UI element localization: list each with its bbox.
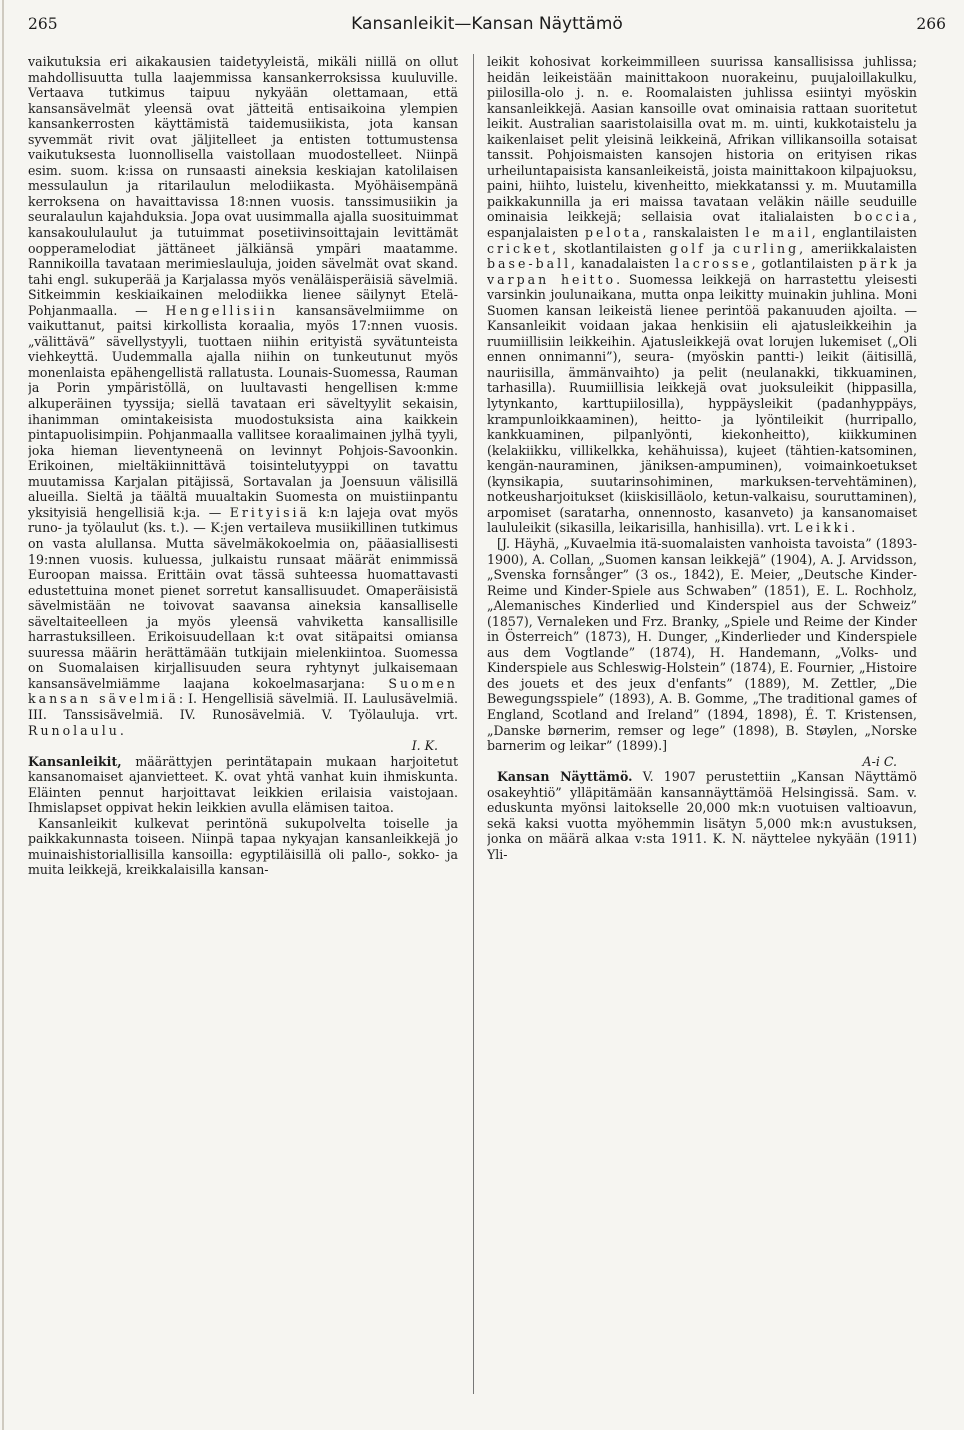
paragraph: Kansanleikit kulkevat perintönä sukupolvelta toiselle ja paikkakunnasta toiseen. Niinpä tapaa nykyajan kansanleikkejä jo muinaishistoriallisilla kansoilla: egyptiläisillä oli pallo-, sokko- ja muita leikkejä, kreikkalaisilla kansan-: [28, 815, 458, 878]
paragraph: vaikutuksia eri aikakausien taidetyyleistä, mikäli niillä on ollut mahdollisuutta tulla laajemmissa kansankerroksissa kuuluville. Vertaava tutkimus taipuu nykyään olettamaan, että kansansävelmät yleensä ovat jätteitä entisaikoina ylempien kansankerrosten käyttämistä taidemusiikista, jota kansan syvemmät rivit ovat jäljitelleet ja entisten tottumustensa vaikutuksesta luonnollisella vaistollaan muodostelleet. Niinpä esim. suom. k:issa on runsaasti aineksia keskiajan katolilaisen messulaulun ja ritarilaulun melodiikasta. Myöhäisempänä kerroksena on havaittavissa 18:nnen vuosis. tanssimusiikin ja seuralaulun kajahduksia. Jopa ovat uusimmalla ajalla suosituimmat kansakoululaulut ja tutuimmat posetiivinsoittajain levittämät oopperamelodiat jättäneet jälkiänsä ympäri maatamme. Rannikoilla tavataan merimieslauluja, joiden sävelmät ovat skand. tahi engl. sukuperää ja Karjalassa myös venäläisperäisiä sävelmiä. Sitkeimmin keskiaikainen melodiikka lienee säilynyt Etelä-Pohjanmaalla. — Hengellisiin kansansävelmiimme on vaikuttanut, paitsi kirkollista koraalia, myös 17:nnen vuosis. „välittävä” sävellystyyli, tuottaen niihin erityistä syvätunteista viehkeyttä. Uudemmalla ajalla niihin on tunkeutunut myös monenlaista epähengellistä rallatusta. Lounais-Suomessa, Rauman ja Porin ympäristöllä, on luultavasti hengellisen k:mme alkuperäinen tyyssija; siellä tavataan eri säveltyylit sekaisin, ihanimman omintakeisista muodostuksista aina kaikkein pintapuolisimpiin. Pohjanmaalla vallitsee koraalimainen jylhä tyyli, joka hieman lieventyneenä on levinnyt Pohjois-Savoonkin. Erikoinen, mieltäkiinnittävä toisintelutyyppi on tavattu muutamissa Karjalan pitäjissä, Sortavalan ja Joensuun välisillä alueilla. Sieltä ja täältä muualtakin Suomesta on muistiinpantu yksityisiä hengellisiä k:ja. — Erityisiä k:n lajeja ovat myös runo- ja työlaulut (ks. t.). — K:jen vertaileva musiikillinen tutkimus on vasta alullansa. Mutta sävelmäkokoelmia on, pääasiallisesti 19:nnen vuosis. kuluessa, julkaistu runsaat määrät enimmissä Euroopan maissa. Erittäin ovat tässä suhteessa huomattavasti edustettuina monet pienet sorretut kansallisuudet. Omaperäisistä sävelmistään ne toivovat saavansa aineksia kansalliselle säveltaiteelleen ja myös yleensä vahviketta kansallisille harrastuksilleen. Erikoisuudellaan k:t ovat sitäpaitsi omiansa suuressa määrin herättämään tutkijain mielenkiintoa. Suomessa on Suomalaisen kirjallisuuden seura ryhtynyt julkaisemaan kansansävelmiämme laajana kokoelmasarjana: Suomen kansan sävelmiä: I. Hengellisiä sävelmiä. II. Laulusävelmiä. III. Tanssisävelmiä. IV. Runosävelmiä. V. Työlauluja. vrt. Runolaulu.: [28, 54, 458, 738]
column-divider: [473, 54, 474, 1394]
collection-title: Suomen kansan sävelmiä: [28, 675, 458, 707]
game-name: pärk: [858, 256, 900, 272]
bibliography: [J. Häyhä, „Kuvaelmia itä-suomalaisten vanhoista tavoista” (1893-1900), A. Collan, „Suomen kansan leikkejä” (1904), A. J. Arvidsson, „Svenska fornsånger” (3 os., 1842), E. Meier, „Deutsche Kinder-Reime und Kinder-Spiele aus Schwaben” (1851), E. L. Rochholz, „Alemanisches Kinderlied und Kinderspiel aus der Schweiz” (1857), Vernaleken und Frz. Branky, „Spiele und Reime der Kinder in Österreich” (1873), H. Dunger, „Kinderlieder und Kinderspiele aus dem Vogtlande” (1874), H. Handemann, „Volks- und Kinderspiele aus Schleswig-Holstein” (1874), E. Fournier, „Histoire des jouets et des jeux d'enfants” (1889), M. Zettler, „Die Bewegungsspiele” (1893), A. B. Gomme, „The traditional games of England, Scotland and Ireland” (1894, 1898), É. T. Kristensen, „Danske børnerim, remser og lege” (1898), B. Støylen, „Norske barnerim og leikar” (1899).]: [487, 535, 917, 754]
running-title: Kansanleikit—Kansan Näyttämö: [351, 14, 623, 34]
entry-paragraph: Kansanleikit, määrättyjen perintätapain mukaan harjoitetut kansanomaiset ajanvietteet. K. ovat yhtä vanhat kuin ihmiskunta. Eläinten pennut harjoittavat leikkien erilaisia vaistojaan. Ihmislapset oppivat hekin leikkien avulla elämisen taitoa.: [28, 753, 458, 816]
left-column: [28, 54, 458, 1394]
right-page-number: 266: [916, 15, 946, 33]
game-name: cricket: [487, 240, 553, 256]
entry-headword: Kansanleikit,: [28, 753, 122, 769]
left-page-number: 265: [28, 15, 58, 33]
game-name: varpan heitto: [487, 271, 617, 287]
game-name: le mail: [745, 225, 812, 241]
game-name: base-ball: [487, 256, 572, 272]
game-name: pelota: [584, 225, 643, 241]
page: [28, 14, 946, 1414]
spaced-term: Erityisiä: [229, 504, 310, 520]
game-name: lacrosse: [675, 256, 752, 272]
text-columns: [28, 54, 946, 1394]
cross-reference: Leikki.: [794, 520, 859, 536]
running-header: [28, 14, 946, 48]
author-signature: A-i C.: [862, 753, 897, 769]
author-signature: I. K.: [411, 738, 438, 754]
game-name: golf: [669, 240, 706, 256]
page-binding-edge: [2, 0, 4, 1430]
entry-headword: Kansan Näyttämö.: [497, 769, 633, 785]
entry-paragraph: Kansan Näyttämö. V. 1907 perustettiin „Kansan Näyttämö osakeyhtiö” ylläpitämään kansannäyttämöä Helsingissä. Sam. v. eduskunta myönsi laitokselle 20,000 mk:n vuotuisen valtioavun, sekä kaksi vuotta myöhemmin lisätyn 5,000 mk:n avustuksen, jonka on määrä alkaa v:sta 1911. K. N. näyttelee nykyään (1911) Yli-: [487, 769, 917, 862]
game-name: curling: [732, 240, 800, 256]
game-name: boccia: [853, 209, 913, 225]
paragraph: leikit kohosivat korkeimmilleen suurissa kansallisissa juhlissa; heidän leikeistään mainittakoon nuorakeinu, puujaloillakulku, piilosilla-olo j. n. e. Roomalaisten juhlissa esiintyi myöskin kansanleikkejä. Aasian kansoille ovat ominaisia rattaan suoritetut leikit. Australian saaristolaisilla ovat m. m. uinti, kukkotaistelu ja kaikenlaiset pelit yleisinä leikkeinä, Afrikan villikansoilla sotaisat tanssit. Pohjoismaisten kansojen historia on erityisen rikas urheiluntapaisista kansanleikeistä, joista mainittakoon kilpajuoksu, paini, hiihto, luistelu, kivenheitto, miekkatanssi y. m. Muutamilla paikkakunnilla ja eri maissa tavataan veläkin näille seuduille ominaisia leikkejä; sellaisia ovat italialaisten boccia, espanjalaisten pelota, ranskalaisten le mail, englantilaisten cricket, skotlantilaisten golf ja curling, ameriikkalaisten base-ball, kanadalaisten lacrosse, gotlantilaisten pärk ja varpan heitto. Suomessa leikkejä on harrastettu yleisesti varsinkin joulunaikana, mutta onpa leikitty muinakin juhlina. Moni Suomen kansan leikeistä lienee perintöä pakanuuden ajoilta. — Kansanleikit voidaan jakaa henkisiin eli ajatusleikkeihin ja ruumiillisiin leikkeihin. Ajatusleikkejä ovat lorujen lukemiset („Oli ennen onnimanni”), seura- (myöskin pantti-) leikit (äitisillä, nauriisilla, ämmänvaihto) ja pelit (neulanakki, tikkuaminen, tarhasilla). Ruumiillisia leikkejä ovat juoksuleikit (hippasilla, lytynkanto, karttupiilosilla), hyppäysleikit (padanhyppäys, krampunloikkaaminen), heitto- ja lyöntileikit (hurripallo, kankkuaminen, pilpanlyönti, kiekonheitto), kiikkuminen (kelakiikku, villikelkka, kehähuissa), kujeet (tähtien-katsominen, kengän-nauraminen, jäniksen-ampuminen), voimainkoetukset (kynsikapia, suutarinsohiminen, markuksen-tervehtäminen), notkeusharjoitukset (kiiskisilläolo, ketun-valkaisu, souruttaminen), arpomiset (saratarha, onnennosto, kasanveto) ja kansanomaiset laululeikit (sikasilla, leikarisilla, hanhisilla). vrt. Leikki.: [487, 54, 917, 536]
cross-reference: Runolaulu.: [28, 722, 127, 738]
right-column: [487, 54, 917, 1394]
spaced-term: Hengellisiin: [165, 302, 279, 318]
